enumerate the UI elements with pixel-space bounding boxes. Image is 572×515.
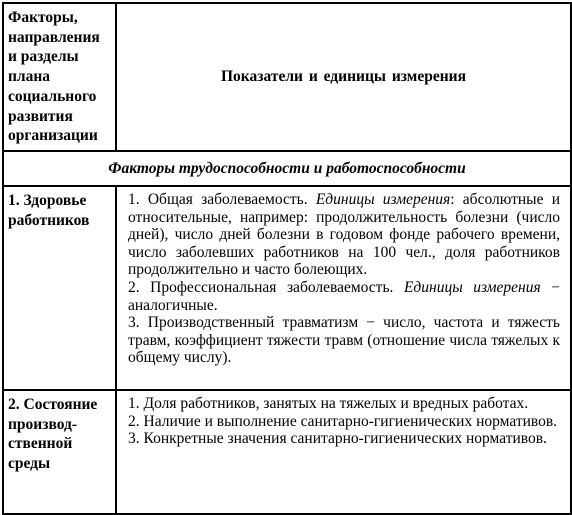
table-row-health [3,186,571,390]
indicator-item: 2. Наличие и выполнение санитарно-гигиенических нормативов. [128,412,558,430]
factor-line: 1. Здоровье [8,192,87,209]
header-factors-line: плана [8,68,51,86]
indicator-item: 2. Профессиональная заболеваемость. Единицы измерения − аналогичные. [128,278,560,314]
indicator-item: 1. Доля работников, занятых на тяжелых и вредных работах. [128,395,529,412]
header-factors-line: и разделы [8,48,79,66]
indicators-cell-health [116,186,571,390]
factor-line: работников [8,211,90,229]
header-factors-line: направления [8,28,100,46]
header-factors-line: развития [8,107,73,125]
factor-cell-health [3,186,116,390]
header-factors-line: социального [8,87,97,105]
factor-line: 2. Состояние [8,396,98,413]
factor-line: ственной [8,435,73,453]
indicator-item: 3. Конкретные значения санитарно-гигиенических нормативов. [128,430,547,448]
header-factors-line: Факторы, [8,9,78,26]
factor-cell-environment [3,390,116,514]
header-factors-text [4,4,115,146]
plan-table [2,2,572,515]
section-title: Факторы трудоспособности и работоспособности [3,151,571,186]
factor-line: среды [8,455,51,473]
header-factors-cell [3,3,116,151]
indicator-item: 3. Производственный травматизм − число, частота и тяжесть травм, коэффициент тяжести травм (отношение числа тяжелых к общему числу). [128,314,560,367]
factor-line: производ- [8,415,78,433]
table-row-environment [3,390,571,514]
indicators-cell-environment [116,390,571,514]
header-row [3,3,571,151]
indicator-item: 1. Общая заболеваемость. Единицы измерения: абсолютные и относительные, например: продолжительность болезни (число дней), число дней болезни в годовом фонде рабочего времени, число заболевших работников на 100 чел., доля работников продолжительно и часто болеющих. [128,191,560,279]
section-row [3,151,571,186]
header-factors-line: организации [8,127,98,145]
header-indicators-cell: Показатели и единицы измерения [116,3,571,151]
